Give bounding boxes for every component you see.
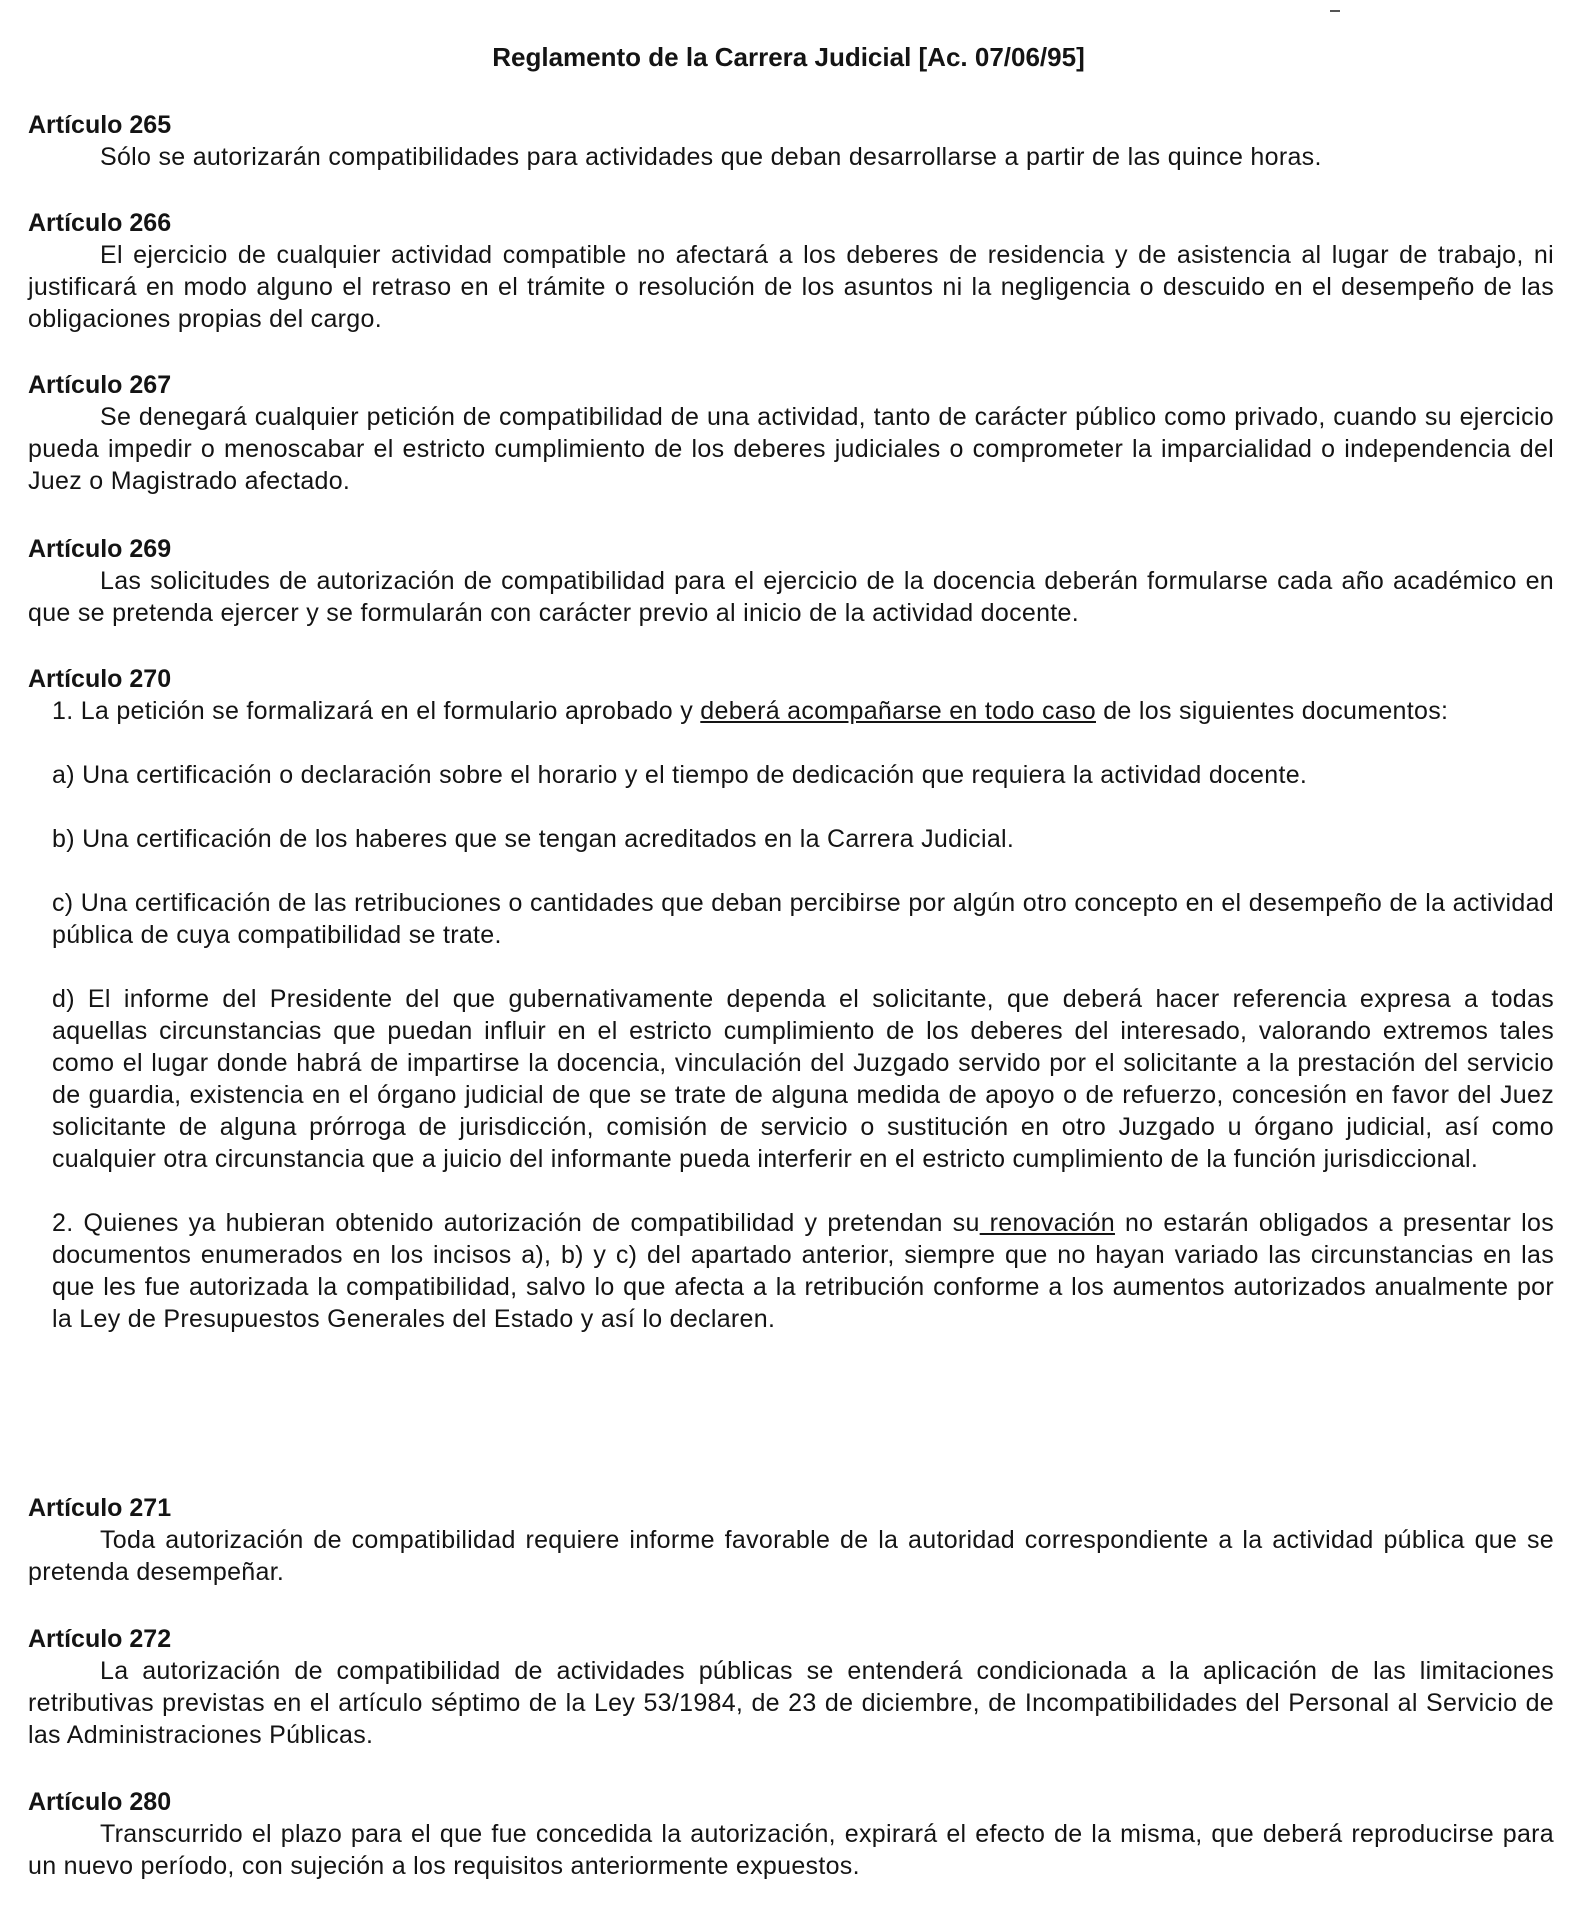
paragraph-text: de los siguientes documentos: [1095,697,1449,725]
scan-mark [1330,10,1340,12]
paragraph-text: 2. Quienes ya hubieran obtenido autorización de compatibilidad y pretendan su [52,1209,980,1237]
list-item-b: b) Una certificación de los haberes que se tengan acreditados en la Carrera Judicial. [52,825,1015,853]
paragraph-text: 1. La petición se formalizará en el formulario aprobado y [52,697,701,725]
article-280 [28,1787,1554,1882]
article-body: El ejercicio de cualquier actividad compatible no afectará a los deberes de residencia y de asistencia al lugar de trabajo, ni justificará en modo alguno el retraso en el trámite o resolución de los asuntos ni la negligencia o descuido en el desempeño de las obligaciones propias del cargo. [28,241,1554,333]
article-heading: Artículo 272 [28,1625,172,1653]
article-body: Las solicitudes de autorización de compatibilidad para el ejercicio de la docencia deberán formularse cada año académico en que se pretenda ejercer y se formularán con carácter previo al inicio de la actividad docente. [28,567,1554,627]
article-body: Transcurrido el plazo para el que fue concedida la autorización, expirará el efecto de la misma, que deberá reproducirse para un nuevo período, con sujeción a los requisitos anteriormente expuestos. [28,1820,1554,1880]
article-heading: Artículo 270 [28,665,172,693]
list-item-c: c) Una certificación de las retribuciones o cantidades que deban percibirse por algún otro concepto en el desempeño de la actividad pública de cuya compatibilidad se trate. [52,889,1554,949]
article-272 [28,1624,1554,1751]
article-269 [28,534,1554,629]
article-heading: Artículo 267 [28,371,172,399]
article-heading: Artículo 271 [28,1494,172,1522]
article-265 [28,110,1554,173]
article-270 [28,664,1554,1335]
underlined-text: renovación [979,1209,1115,1237]
article-body: Sólo se autorizarán compatibilidades para actividades que deban desarrollarse a partir de las quince horas. [100,143,1322,171]
article-body: Se denegará cualquier petición de compatibilidad de una actividad, tanto de carácter público como privado, cuando su ejercicio pueda impedir o menoscabar el estricto cumplimiento de los deberes judiciales o comprometer la imparcialidad o independencia del Juez o Magistrado afectado. [28,403,1554,495]
article-heading: Artículo 280 [28,1788,172,1816]
paragraph-text: no estarán obligados a presentar los documentos enumerados en los incisos a), b) y c) del apartado anterior, siempre que no hayan variado las circunstancias en las que les fue autorizada la compatibilidad, salvo lo que afecta a la retribución conforme a los aumentos autorizados anualmente por la Ley de Presupuestos Generales del Estado y así lo declaren. [52,1209,1554,1333]
list-item-a: a) Una certificación o declaración sobre el horario y el tiempo de dedicación que requiera la actividad docente. [52,761,1308,789]
article-paragraph-2 [52,1207,1554,1335]
list-item-d: d) El informe del Presidente del que gubernativamente dependa el solicitante, que deberá hacer referencia expresa a todas aquellas circunstancias que puedan influir en el estricto cumplimiento de los deberes del interesado, valorando extremos tales como el lugar donde habrá de impartirse la docencia, vinculación del Juzgado servido por el solicitante a la prestación del servicio de guardia, existencia en el órgano judicial de que se trate de alguna medida de apoyo o de refuerzo, concesión en favor del Juez solicitante de alguna prórroga de jurisdicción, comisión de servicio o sustitución en otro Juzgado u órgano judicial, así como cualquier otra circunstancia que a juicio del informante pueda interferir en el estricto cumplimiento de la función jurisdiccional. [52,985,1554,1173]
article-body: La autorización de compatibilidad de actividades públicas se entenderá condicionada a la aplicación de las limitaciones retributivas previstas en el artículo séptimo de la Ley 53/1984, de 23 de diciembre, de Incompatibilidades del Personal al Servicio de las Administraciones Públicas. [28,1657,1554,1749]
underlined-text: deberá acompañarse en todo caso [700,697,1096,725]
article-heading: Artículo 266 [28,209,172,237]
article-heading: Artículo 269 [28,535,172,563]
article-266 [28,208,1554,335]
article-paragraph-1 [52,695,1554,727]
document-title: Reglamento de la Carrera Judicial [Ac. 07/06/95] [492,42,1085,72]
article-267 [28,370,1554,497]
article-271 [28,1493,1554,1588]
article-body: Toda autorización de compatibilidad requiere informe favorable de la autoridad correspondiente a la actividad pública que se pretenda desempeñar. [28,1526,1554,1586]
article-heading: Artículo 265 [28,111,172,139]
